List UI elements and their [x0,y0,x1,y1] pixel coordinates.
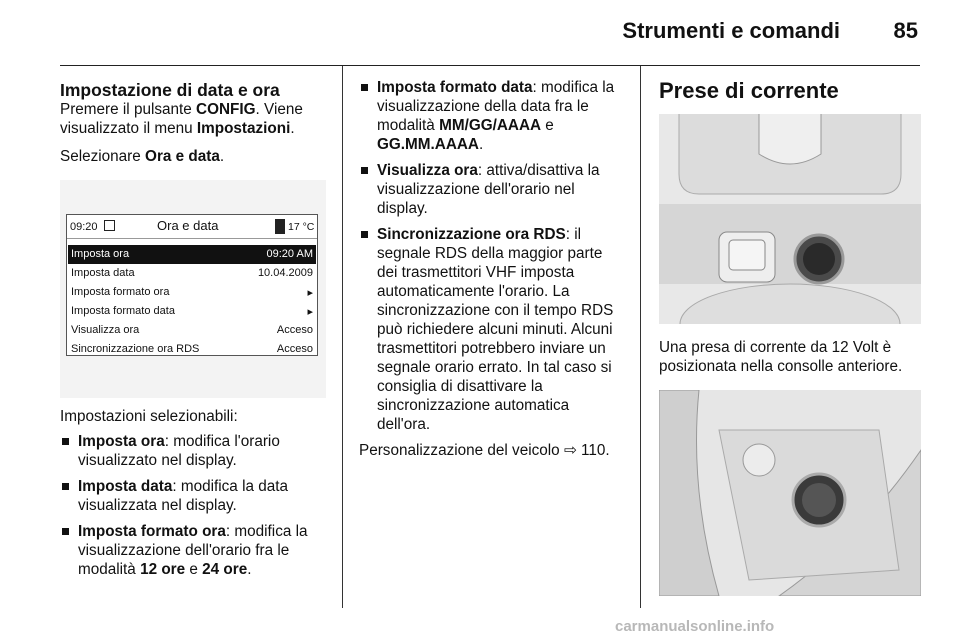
console-illustration [659,114,921,324]
settings-label: Impostazioni selezionabili: [60,408,238,425]
bullet-text: : modifica la visualizzazione dell'orario fra le modalità [78,523,308,578]
row-label: Imposta ora [71,248,130,260]
display-figure [60,180,326,398]
bullet-text: : modifica la visualizzazione della data fra le modalità [377,79,615,134]
intro-text-2: . Viene visualizzato il menu [60,101,303,137]
display-row [68,264,316,283]
outlet-closeup-photo [659,390,921,596]
bullet-term: Imposta data [78,478,173,495]
bullet-term: Imposta formato ora [78,523,226,540]
right-column [640,66,922,608]
list-item [359,225,624,434]
cross-reference [359,441,624,460]
page-header [60,0,920,66]
display-row [68,321,316,340]
select-text-1: Selezionare [60,148,146,165]
clock-icon [104,220,115,231]
display-temperature: 17 °C [288,221,315,233]
display-row [68,245,316,264]
bullet-term: Imposta ora [78,433,165,450]
arrow-right-icon: ▸ [307,287,313,299]
bullet-term: Sincronizzazione ora RDS [377,226,566,243]
row-value: Acceso [276,343,313,355]
bullet-text: e [541,117,554,134]
ora-e-data-term: Ora e data [145,148,220,165]
row-label: Sincronizzazione ora RDS [71,343,200,355]
bullet-term: Imposta formato data [377,79,533,96]
bullet-value: 12 ore [140,561,186,578]
list-item [60,477,326,515]
section-heading-power-outlets: Prese di corrente [659,78,839,103]
arrow-right-icon: ▸ [307,306,313,318]
display-title: Ora e data [157,218,219,233]
bullet-text: e [185,561,203,578]
row-label: Visualizza ora [71,324,140,336]
display-status-bar [67,215,317,239]
page-number: 85 [893,18,918,43]
bullet-text: : modifica la data visualizzata nel display. [78,478,288,514]
footer-watermark: carmanualsonline.info [615,618,775,635]
list-item [359,161,624,218]
middle-column [342,66,624,608]
bullet-value: GG.MM.AAAA [377,136,479,153]
settings-list [60,432,326,579]
config-term: CONFIG [196,101,256,118]
select-paragraph [60,147,326,166]
bullet-text: : modifica l'orario visualizzato nel display. [78,433,280,469]
impostazioni-term: Impostazioni [196,120,291,137]
intro-paragraph [60,100,326,138]
thermometer-icon [275,219,285,234]
select-text-2: . [219,148,225,165]
ref-page[interactable]: 110. [576,442,610,459]
bullet-value: MM/GG/AAAA [439,117,542,134]
bullet-value: 24 ore [202,561,248,578]
bullet-text: . [478,136,484,153]
row-label: Imposta formato data [71,305,175,317]
row-label: Imposta formato ora [71,286,170,298]
bullet-text: : il segnale RDS della maggior parte dei trasmettitori VHF imposta automaticamente l'orario. La sincronizzazione con il tempo RDS può richiedere alcuni minuti. Alcuni trasmettitori potrebbero inviare un segnale orario errato. In tal caso si consiglia di disattivare la sincronizzazione automatica dell'ora. [377,226,614,433]
console-outlet-photo [659,114,921,324]
row-value: 10.04.2009 [257,267,313,279]
row-label: Imposta data [71,267,135,279]
page-ref-icon: ⇨ [563,442,577,459]
row-value: 09:20 AM [266,248,313,260]
info-display [66,214,318,356]
list-item [359,78,624,154]
bullet-term: Visualizza ora [377,162,478,179]
display-time: 09:20 [70,221,98,233]
ref-text: Personalizzazione del veicolo [359,442,564,459]
left-column [60,66,326,586]
intro-text-3: . [290,120,295,137]
power-outlet-caption: Una presa di corrente da 12 Volt è posizionata nella consolle anteriore. [659,339,903,375]
list-item [60,522,326,579]
display-row [68,302,316,321]
section-heading-date-time: Impostazione di data e ora [60,80,280,100]
row-value: Acceso [276,324,313,336]
display-row [68,283,316,302]
bullet-text: : attiva/disattiva la visualizzazione dell'orario nel display. [377,162,600,217]
intro-text-1: Premere il pulsante [60,101,197,118]
settings-list-continued [359,78,624,434]
bullet-text: . [247,561,252,578]
list-item [60,432,326,470]
display-row [68,340,316,359]
outlet-closeup-illustration [659,390,921,596]
chapter-title: Strumenti e comandi [622,18,840,43]
